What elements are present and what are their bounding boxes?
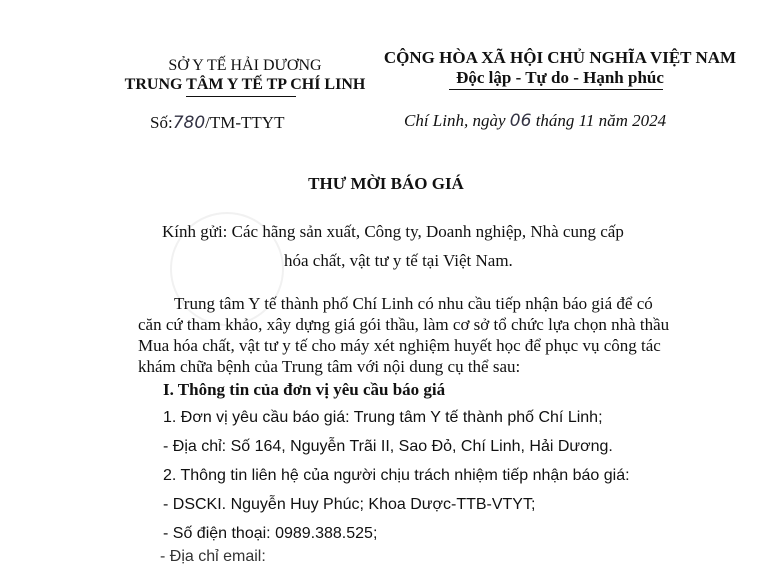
section-1-item: - DSCKI. Nguyễn Huy Phúc; Khoa Dược-TTB-VTYT; <box>163 496 536 513</box>
section-1-item: - Địa chỉ: Số 164, Nguyễn Trãi II, Sao Đỏ, Chí Linh, Hải Dương. <box>163 438 613 455</box>
intro-paragraph <box>138 293 728 377</box>
motto: Độc lập - Tự do - Hạnh phúc <box>456 68 664 87</box>
document-title: THƯ MỜI BÁO GIÁ <box>308 174 464 193</box>
recipient-line-1: Kính gửi: Các hãng sản xuất, Công ty, Doanh nghiệp, Nhà cung cấp <box>162 222 624 241</box>
section-1-heading: I. Thông tin của đơn vị yêu cầu báo giá <box>163 380 446 399</box>
org-name: TRUNG TÂM Y TẾ TP CHÍ LINH <box>124 76 366 93</box>
intro-line: Trung tâm Y tế thành phố Chí Linh có nhu cầu tiếp nhận báo giá để có <box>174 294 653 313</box>
date-day-handwritten: 06 <box>509 111 532 131</box>
intro-line: Mua hóa chất, vật tư y tế cho máy xét nghiệm huyết học để phục vụ công tác <box>138 336 661 355</box>
doc-no-suffix: /TM-TTYT <box>205 113 285 132</box>
section-1-item: 1. Đơn vị yêu cầu báo giá: Trung tâm Y tế thành phố Chí Linh; <box>163 409 603 426</box>
document-number <box>150 113 284 133</box>
date-suffix: tháng 11 năm 2024 <box>535 111 667 130</box>
doc-no-handwritten: 780 <box>172 113 206 133</box>
recipient-line-2: hóa chất, vật tư y tế tại Việt Nam. <box>284 251 513 270</box>
section-1-item: - Số điện thoại: 0989.388.525; <box>163 525 378 542</box>
section-1-cut-line: - Địa chỉ email: <box>160 548 266 565</box>
motto-underline <box>449 89 663 90</box>
nation-title: CỘNG HÒA XÃ HỘI CHỦ NGHĨA VIỆT NAM <box>383 48 737 67</box>
date-prefix: Chí Linh, ngày <box>404 111 506 130</box>
intro-line: căn cứ tham khảo, xây dựng giá gói thầu, làm cơ sở tổ chức lựa chọn nhà thầu <box>138 315 670 334</box>
intro-line: khám chữa bệnh của Trung tâm với nội dung cụ thể sau: <box>138 357 521 376</box>
doc-no-prefix: Số: <box>150 113 173 132</box>
document-date <box>404 111 666 131</box>
org-name-underline <box>186 96 296 97</box>
org-parent: SỞ Y TẾ HẢI DƯƠNG <box>168 57 322 74</box>
section-1-item: 2. Thông tin liên hệ của người chịu trách nhiệm tiếp nhận báo giá: <box>163 467 630 484</box>
